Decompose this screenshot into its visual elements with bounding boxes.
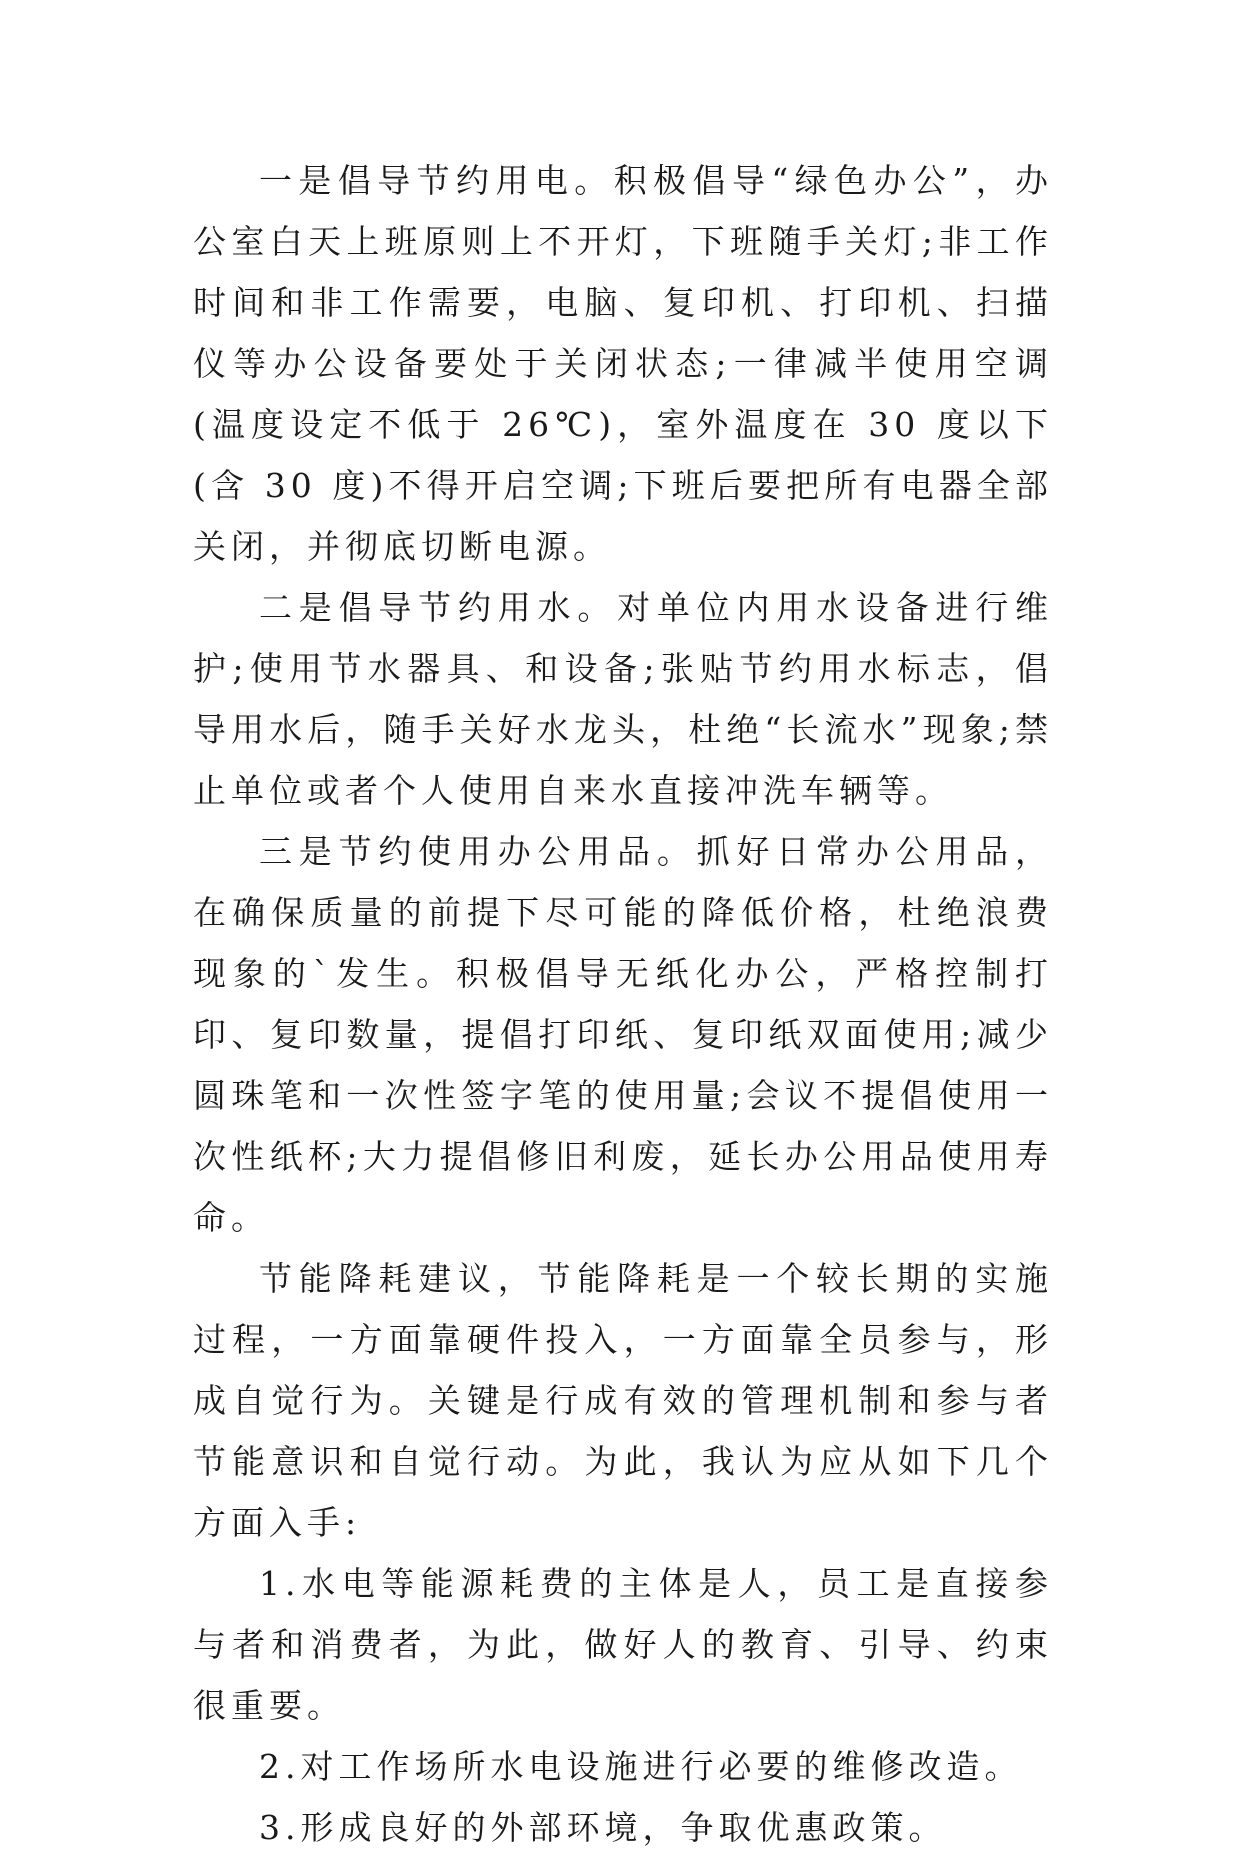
list-item-1: 1.水电等能源耗费的主体是人，员工是直接参与者和消费者，为此，做好人的教育、引导、约束很重要。	[193, 1564, 1053, 1725]
paragraph-electricity: 一是倡导节约用电。积极倡导“绿色办公”，办公室白天上班原则上不开灯，下班随手关灯;非工作时间和非工作需要，电脑、复印机、打印机、扫描仪等办公设备要处于关闭状态;一律减半使用空调(温度设定不低于 26℃)，室外温度在 30 度以下(含 30 度)不得开启空调;下班后要把所有电器全部关闭，并彻底切断电源。	[193, 161, 1053, 566]
list-item-3: 3.形成良好的外部环境，争取优惠政策。	[259, 1808, 947, 1847]
document-body	[193, 150, 1053, 1858]
paragraph-office-supplies: 三是节约使用办公用品。抓好日常办公用品，在确保质量的前提下尽可能的降低价格，杜绝浪费现象的`发生。积极倡导无纸化办公，严格控制打印、复印数量，提倡打印纸、复印纸双面使用;减少圆珠笔和一次性签字笔的使用量;会议不提倡使用一次性纸杯;大力提倡修旧利废，延长办公用品使用寿命。	[193, 832, 1053, 1237]
paragraph-suggestions: 节能降耗建议，节能降耗是一个较长期的实施过程，一方面靠硬件投入，一方面靠全员参与，形成自觉行为。关键是行成有效的管理机制和参与者节能意识和自觉行动。为此，我认为应从如下几个方面入手:	[193, 1259, 1053, 1542]
list-item-2: 2.对工作场所水电设施进行必要的维修改造。	[259, 1747, 1023, 1786]
paragraph-water: 二是倡导节约用水。对单位内用水设备进行维护;使用节水器具、和设备;张贴节约用水标志，倡导用水后，随手关好水龙头，杜绝“长流水”现象;禁止单位或者个人使用自来水直接冲洗车辆等。	[193, 588, 1053, 810]
